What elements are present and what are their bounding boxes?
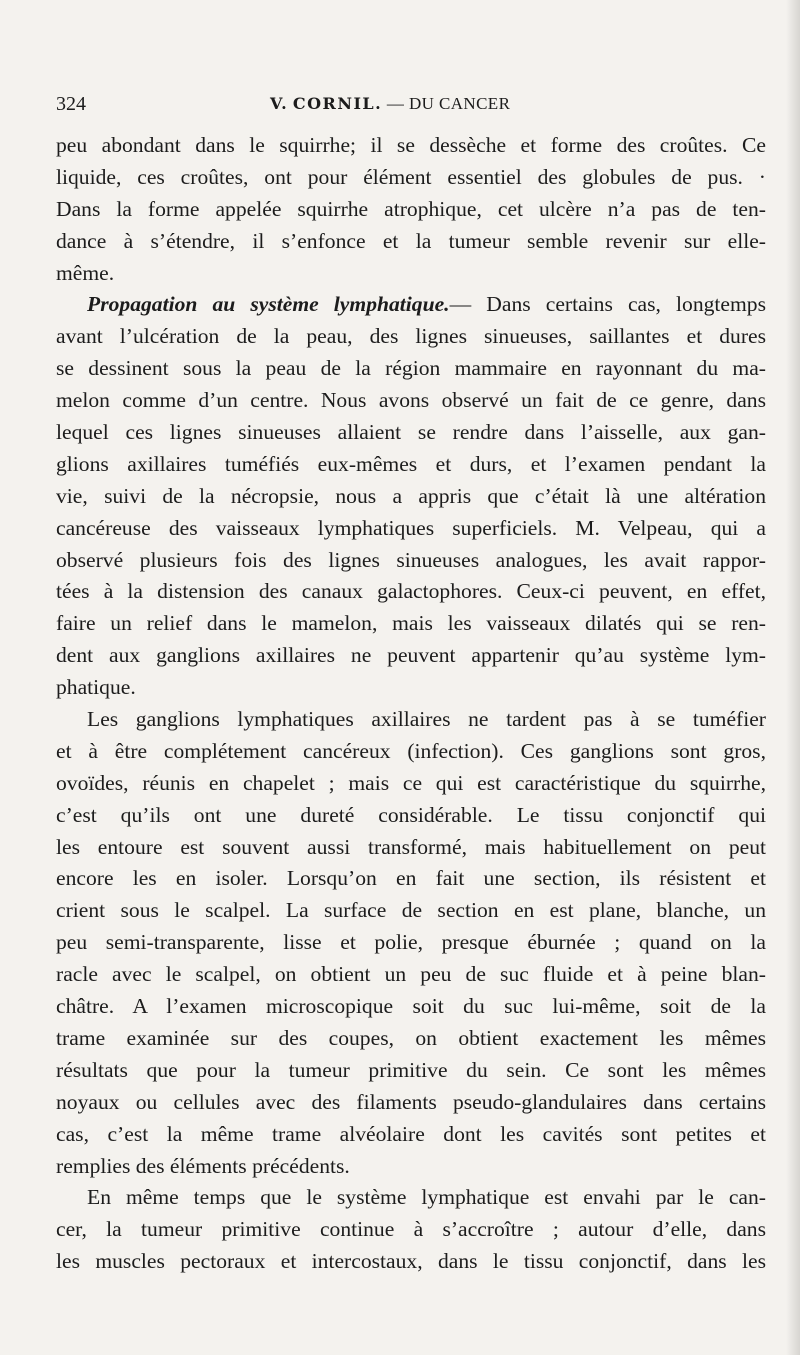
running-header xyxy=(56,93,766,123)
text-line: crient sous le scalpel. La surface de section en est plane, blanche, un xyxy=(56,898,766,923)
text-line: remplies des éléments précédents. xyxy=(56,1153,350,1178)
text-line: dent aux ganglions axillaires ne peuvent appartenir qu’au système lym- xyxy=(56,643,766,668)
text-line: les entoure est souvent aussi transformé, mais habituellement on peut xyxy=(56,834,766,859)
text-line: liquide, ces croûtes, ont pour élément essentiel des globules de pus. · xyxy=(56,164,766,189)
text-line: En même temps que le système lymphatique est envahi par le can- xyxy=(87,1185,766,1210)
author-name: CORNIL. xyxy=(292,94,383,113)
section-heading-line xyxy=(56,289,766,321)
page-number: 324 xyxy=(56,93,86,115)
running-head-title xyxy=(270,94,510,114)
text-line: résultats que pour la tumeur primitive du sein. Ce sont les mêmes xyxy=(56,1057,766,1082)
text-line: vie, suivi de la nécropsie, nous a appris que c’était là une altération xyxy=(56,483,766,508)
text-line: observé plusieurs fois des lignes sinueuses analogues, les avait rappor- xyxy=(56,547,766,572)
text-line: trame examinée sur des coupes, on obtient exactement les mêmes xyxy=(56,1025,766,1050)
text-line: phatique. xyxy=(56,675,136,700)
text-line: melon comme d’un centre. Nous avons observé un fait de ce genre, dans xyxy=(56,388,766,413)
text-line: lequel ces lignes sinueuses allaient se rendre dans l’aisselle, aux gan- xyxy=(56,420,766,445)
text-line: ovoïdes, réunis en chapelet ; mais ce qui est caractéristique du squirrhe, xyxy=(56,770,766,795)
text-line: racle avec le scalpel, on obtient un peu de suc fluide et à peine blan- xyxy=(56,962,766,987)
text-line: se dessinent sous la peau de la région mammaire en rayonnant du ma- xyxy=(56,356,766,381)
text-line: glions axillaires tuméfiés eux-mêmes et durs, et l’examen pendant la xyxy=(56,451,766,476)
text-line: peu abondant dans le squirrhe; il se dessèche et forme des croûtes. Ce xyxy=(56,133,766,157)
text-line: châtre. A l’examen microscopique soit du suc lui-même, soit de la xyxy=(56,994,766,1019)
text-line: avant l’ulcération de la peau, des lignes sinueuses, saillantes et dures xyxy=(56,324,766,349)
text-line: cer, la tumeur primitive continue à s’accroître ; autour d’elle, dans xyxy=(56,1217,766,1242)
text-line: c’est qu’ils ont une dureté considérable. Le tissu conjonctif qui xyxy=(56,802,766,827)
chapter-number: V. xyxy=(270,94,289,113)
text-line: encore les en isoler. Lorsqu’on en fait une section, ils résistent et xyxy=(56,866,766,891)
text-line: tées à la distension des canaux galactophores. Ceux-ci peuvent, en effet, xyxy=(56,579,766,604)
text-line: cas, c’est la même trame alvéolaire dont les cavités sont petites et xyxy=(56,1121,766,1146)
text-line: même. xyxy=(56,260,115,285)
body-text xyxy=(56,130,766,1278)
text-line: noyaux ou cellules avec des filaments pseudo-glandulaires dans certains xyxy=(56,1089,766,1114)
section-heading-continuation: — Dans certains cas, longtemps xyxy=(449,292,767,317)
header-separator: — xyxy=(386,94,405,113)
text-line: Dans la forme appelée squirrhe atrophique, cet ulcère n’a pas de ten- xyxy=(56,196,766,221)
text-line: faire un relief dans le mamelon, mais les vaisseaux dilatés qui se ren- xyxy=(56,611,766,636)
text-line: dance à s’étendre, il s’enfonce et la tumeur semble revenir sur elle- xyxy=(56,228,766,253)
section-title: DU CANCER xyxy=(408,94,511,113)
text-line: et à être complétement cancéreux (infection). Ces ganglions sont gros, xyxy=(56,738,766,763)
text-line: les muscles pectoraux et intercostaux, dans le tissu conjonctif, dans les xyxy=(56,1249,766,1274)
text-line: Les ganglions lymphatiques axillaires ne tardent pas à se tuméfier xyxy=(87,707,766,732)
text-line: cancéreuse des vaisseaux lymphatiques superficiels. M. Velpeau, qui a xyxy=(56,515,766,540)
text-line: peu semi-transparente, lisse et polie, presque éburnée ; quand on la xyxy=(56,930,766,955)
page-edge-shadow xyxy=(786,0,800,1355)
section-heading: Propagation au système lymphatique. xyxy=(87,292,450,317)
